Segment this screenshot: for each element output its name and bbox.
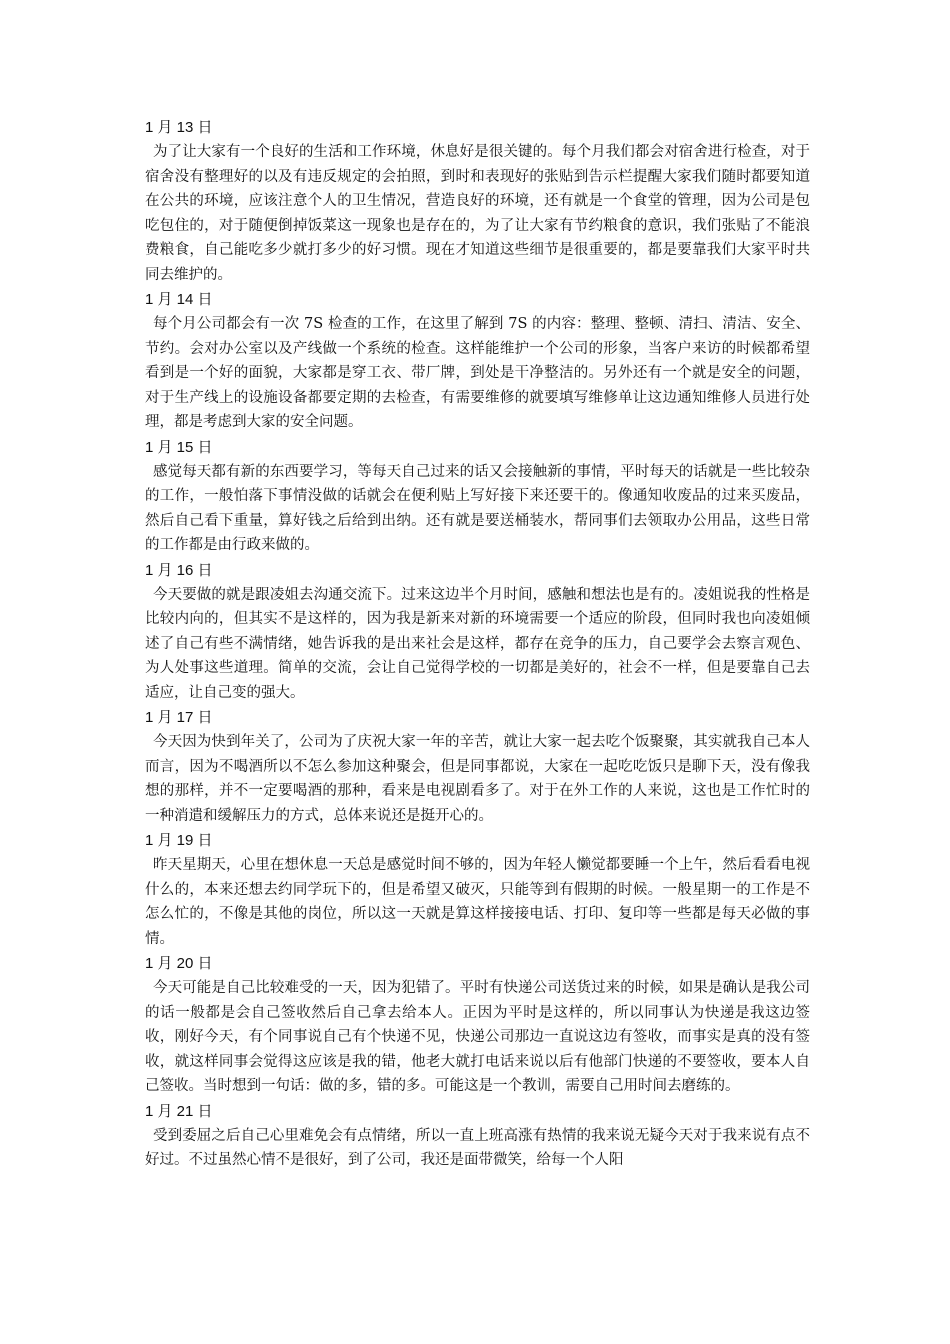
entry-text: 今天要做的就是跟凌姐去沟通交流下。过来这边半个月时间，感触和想法也是有的。凌姐说我的性格是比较内向的，但其实不是这样的，因为我是新来对新的环境需要一个适应的阶段，但同时我也向凌姐倾述了自己有些不满情绪，她告诉我的是出来社会是这样，都存在竞争的压力，自己要学会去察言观色、为人处事这些道理。简单的交流，会让自己觉得学校的一切都是美好的，社会不一样，但是要靠自己去适应，让自己变的强大。 bbox=[145, 586, 810, 701]
diary-entry-jan-17 bbox=[145, 705, 810, 828]
entry-text: 今天可能是自己比较难受的一天，因为犯错了。平时有快递公司送货过来的时候，如果是确认是我公司的话一般都是会自己签收然后自己拿去给本人。正因为平时是这样的，所以同事认为快递是我这边签收，刚好今天，有个同事说自己有个快递不见，快递公司那边一直说这边有签收，而事实是真的没有签收，就这样同事会觉得这应该是我的错，他老大就打电话来说以后有他部门快递的不要签收，要本人自己签收。当时想到一句话：做的多，错的多。可能这是一个教训，需要自己用时间去磨练的。 bbox=[145, 980, 810, 1094]
entry-text: 感觉每天都有新的东西要学习，等每天自己过来的话又会接触新的事情，平时每天的话就是一些比较杂的工作，一般怕落下事情没做的话就会在便利贴上写好接下来还要干的。像通知收废品的过来买废品，然后自己看下重量，算好钱之后给到出纳。还有就是要送桶装水，帮同事们去领取办公用品，这些日常的工作都是由行政来做的。 bbox=[145, 463, 810, 553]
diary-entry-jan-13 bbox=[145, 115, 810, 287]
diary-entry-jan-19 bbox=[145, 828, 810, 951]
diary-entry-jan-14 bbox=[145, 287, 810, 435]
diary-entry-jan-21 bbox=[145, 1099, 810, 1173]
entry-date: 1 月 16 日 bbox=[145, 561, 213, 579]
entry-text: 受到委屈之后自己心里难免会有点情绪，所以一直上班高涨有热情的我来说无疑今天对于我来说有点不好过。不过虽然心情不是很好，到了公司，我还是面带微笑，给每一个人阳 bbox=[145, 1127, 810, 1168]
entry-date: 1 月 13 日 bbox=[145, 119, 213, 136]
diary-entry-jan-16 bbox=[145, 558, 810, 706]
entry-date: 1 月 20 日 bbox=[145, 955, 213, 972]
entry-date: 1 月 14 日 bbox=[145, 291, 213, 308]
entry-text: 昨天星期天，心里在想休息一天总是感觉时间不够的，因为年轻人懒觉都要睡一个上午，然后看看电视什么的，本来还想去约同学玩下的，但是希望又破灭，只能等到有假期的时候。一般星期一的工作是不怎么忙的，不像是其他的岗位，所以这一天就是算这样接接电话、打印、复印等一些都是每天必做的事情。 bbox=[145, 857, 810, 947]
entry-date: 1 月 19 日 bbox=[145, 832, 213, 849]
diary-entry-jan-15 bbox=[145, 435, 810, 558]
entry-date: 1 月 17 日 bbox=[145, 709, 213, 726]
diary-entry-jan-20 bbox=[145, 951, 810, 1099]
entry-text: 每个月公司都会有一次 7S 检查的工作，在这里了解到 7S 的内容：整理、整顿、清扫、清洁、安全、节约。会对办公室以及产线做一个系统的检查。这样能维护一个公司的形象，当客户来访的时候都希望看到是一个好的面貌，大家都是穿工衣、带厂牌，到处是干净整洁的。另外还有一个就是安全的问题，对于生产线上的设施设备都要定期的去检查，有需要维修的就要填写维修单让这边通知维修人员进行处理，都是考虑到大家的安全问题。 bbox=[145, 316, 810, 430]
entry-date: 1 月 21 日 bbox=[145, 1102, 213, 1120]
entry-text: 今天因为快到年关了，公司为了庆祝大家一年的辛苦，就让大家一起去吃个饭聚聚，其实就我自己本人而言，因为不喝酒所以不怎么参加这种聚会，但是同事都说，大家在一起吃吃饭只是聊下天，没有像我想的那样，并不一定要喝酒的那种，看来是电视剧看多了。对于在外工作的人来说，这也是工作忙时的一种消遣和缓解压力的方式，总体来说还是挺开心的。 bbox=[145, 734, 810, 824]
document-page bbox=[145, 115, 810, 1173]
entry-date: 1 月 15 日 bbox=[145, 438, 213, 456]
entry-text: 为了让大家有一个良好的生活和工作环境，休息好是很关键的。每个月我们都会对宿舍进行检查，对于宿舍没有整理好的以及有违反规定的会拍照，到时和表现好的张贴到告示栏提醒大家我们随时都要知道在公共的环境，应该注意个人的卫生情况，营造良好的环境，还有就是一个食堂的管理，因为公司是包吃包住的，对于随便倒掉饭菜这一现象也是存在的，为了让大家有节约粮食的意识，我们张贴了不能浪费粮食，自己能吃多少就打多少的好习惯。现在才知道这些细节是很重要的，都是要靠我们大家平时共同去维护的。 bbox=[145, 144, 810, 283]
